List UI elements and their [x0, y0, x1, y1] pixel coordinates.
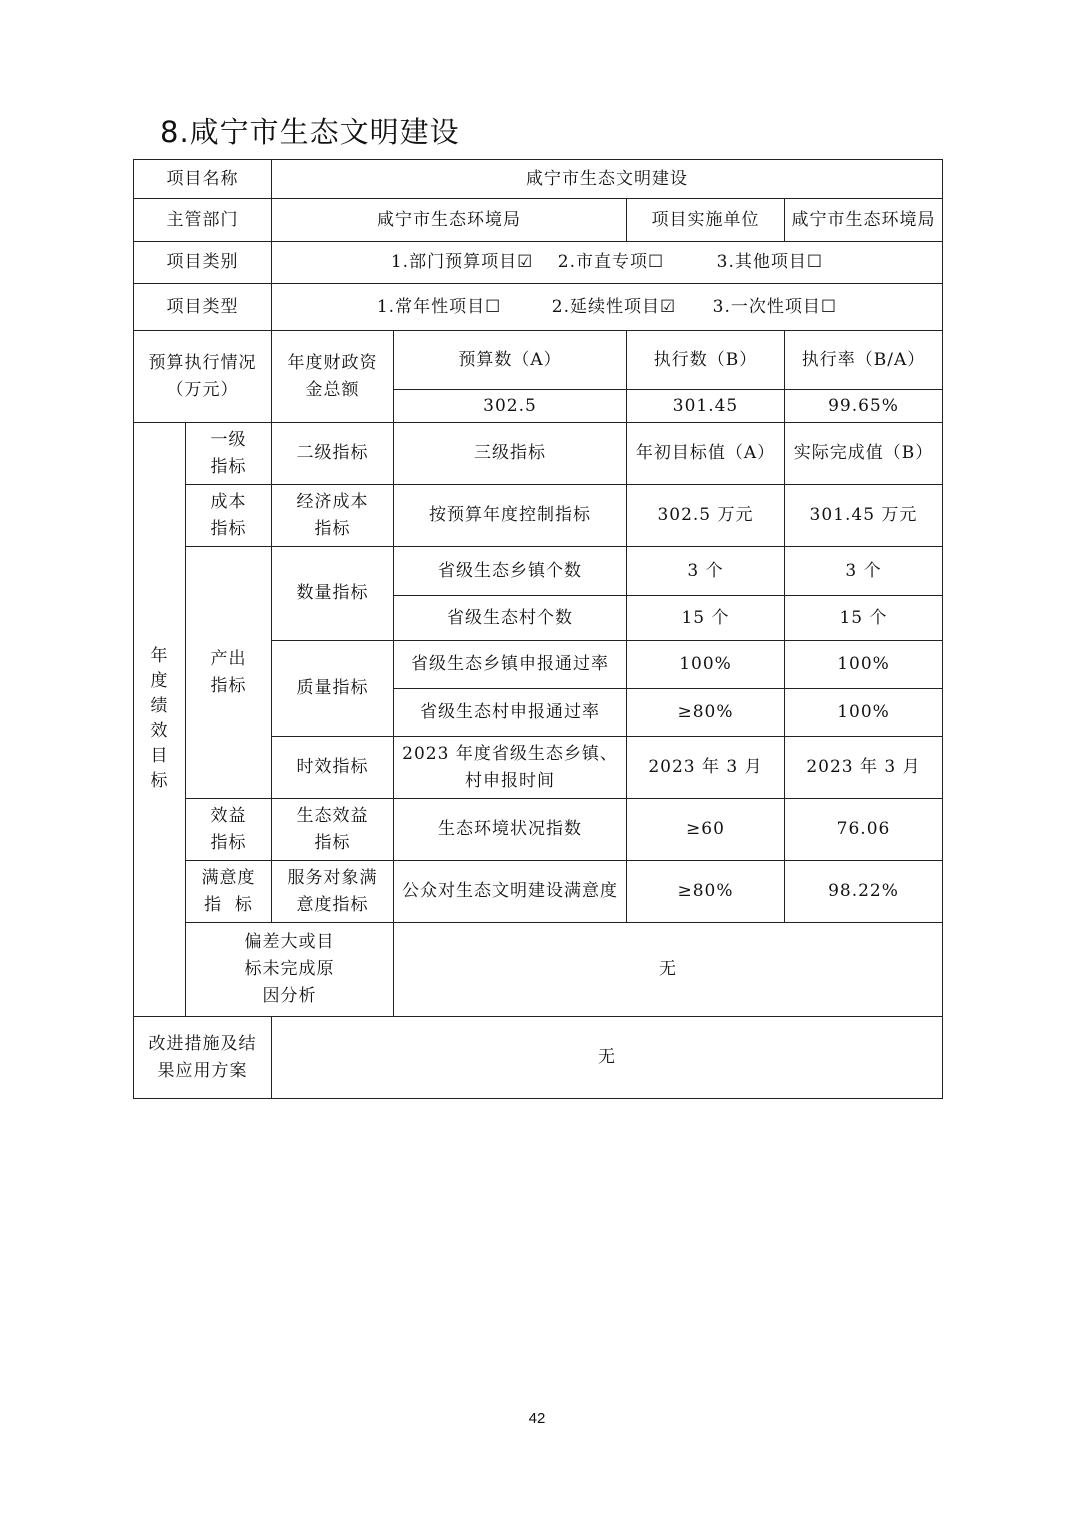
- benefit-level3: 生态环境状况指数: [394, 799, 627, 861]
- dept-label: 主管部门: [134, 199, 272, 242]
- category-option: [558, 249, 664, 276]
- table-row: [134, 423, 943, 485]
- q1-actual: 3 个: [785, 547, 943, 596]
- option-text: 3.一次性项目: [712, 296, 821, 317]
- checkbox-empty-icon: ☐: [806, 252, 824, 272]
- t1-actual: 2023 年 3 月: [785, 737, 943, 799]
- table-row: [134, 331, 943, 390]
- project-name-value: 咸宁市生态文明建设: [272, 160, 943, 199]
- q2-actual: 15 个: [785, 596, 943, 641]
- satisfaction-level2-text: 服务对象满意度指标: [287, 867, 378, 915]
- budget-val-b: 301.45: [627, 390, 785, 423]
- quality-label: 质量指标: [272, 641, 394, 737]
- option-text: 1.常年性项目: [376, 296, 486, 317]
- type-option: [713, 294, 837, 321]
- impl-value: 咸宁市生态环境局: [785, 199, 943, 242]
- type-label: 项目类型: [134, 284, 272, 331]
- ql1-target: 100%: [627, 641, 785, 689]
- q1-target: 3 个: [627, 547, 785, 596]
- satisfaction-target: ≥80%: [627, 861, 785, 923]
- benefit-level1: [186, 799, 272, 861]
- header-target: 年初目标值（A）: [627, 423, 785, 485]
- page-number: 42: [528, 1410, 546, 1427]
- table-row: [134, 242, 943, 284]
- quantity-label: 数量指标: [272, 547, 394, 641]
- type-options: [272, 284, 943, 331]
- improvement-label: [134, 1017, 272, 1099]
- time-label: 时效指标: [272, 737, 394, 799]
- satisfaction-level3-text: 公众对生态文明建设满意度: [402, 881, 618, 901]
- ql1-name: 省级生态乡镇申报通过率: [394, 641, 627, 689]
- table-row: [134, 861, 943, 923]
- ql1-actual: 100%: [785, 641, 943, 689]
- satisfaction-level1-text: 满意度指 标: [201, 867, 256, 915]
- header-level1: [186, 423, 272, 485]
- satisfaction-actual: 98.22%: [785, 861, 943, 923]
- benefit-level2: [272, 799, 394, 861]
- satisfaction-level3: [394, 861, 627, 923]
- t1-name-text: 2023 年度省级生态乡镇、村申报时间: [402, 743, 618, 791]
- budget-val-a: 302.5: [394, 390, 627, 423]
- benefit-target: ≥60: [627, 799, 785, 861]
- checkbox-checked-icon: ☑: [517, 252, 534, 272]
- output-level1-text: 产出指标: [210, 648, 247, 696]
- ql2-name: 省级生态村申报通过率: [394, 689, 627, 737]
- project-name-label: 项目名称: [134, 160, 272, 199]
- checkbox-empty-icon: ☐: [647, 252, 665, 272]
- type-option: [552, 294, 676, 321]
- performance-section-text: 年度绩效目标: [150, 646, 169, 791]
- cost-level2: [272, 485, 394, 547]
- t1-name: [394, 737, 627, 799]
- checkbox-checked-icon: ☑: [659, 296, 677, 317]
- improvement-value: 无: [272, 1017, 943, 1099]
- performance-table: [133, 159, 943, 1099]
- budget-label: [134, 331, 272, 423]
- table-row: [134, 1017, 943, 1099]
- cost-level3: 按预算年度控制指标: [394, 485, 627, 547]
- dept-value: [272, 199, 627, 242]
- header-level1-text: 一级指标: [210, 429, 247, 477]
- dept-value-text: 咸宁市生态环境局: [377, 209, 521, 230]
- budget-val-rate: 99.65%: [785, 390, 943, 423]
- ql2-actual: 100%: [785, 689, 943, 737]
- performance-section-label: [134, 423, 186, 1017]
- deviation-label-text: 偏差大或目标未完成原因分析: [244, 932, 335, 1006]
- q2-name: 省级生态村个数: [394, 596, 627, 641]
- budget-col-rate: 执行率（B/A）: [785, 331, 943, 390]
- benefit-level1-text: 效益指标: [210, 805, 247, 853]
- checkbox-empty-icon: ☐: [820, 296, 838, 317]
- category-label: 项目类别: [134, 242, 272, 284]
- category-option: [391, 249, 533, 276]
- satisfaction-level2: [272, 861, 394, 923]
- benefit-level2-text: 生态效益指标: [296, 805, 369, 853]
- deviation-label: [186, 923, 394, 1017]
- table-row: [134, 547, 943, 596]
- cost-level1: [186, 485, 272, 547]
- table-row: [134, 160, 943, 199]
- q2-target: 15 个: [627, 596, 785, 641]
- ql2-target: ≥80%: [627, 689, 785, 737]
- benefit-actual: 76.06: [785, 799, 943, 861]
- table-row: [134, 284, 943, 331]
- table-row: [134, 199, 943, 242]
- page-title: 8.咸宁市生态文明建设: [160, 115, 460, 149]
- header-actual: 实际完成值（B）: [785, 423, 943, 485]
- category-option: [717, 249, 823, 276]
- type-option: [377, 294, 501, 321]
- improvement-label-text: 改进措施及结果应用方案: [148, 1033, 257, 1081]
- table-row: [134, 485, 943, 547]
- t1-target: 2023 年 3 月: [627, 737, 785, 799]
- output-level1: [186, 547, 272, 799]
- deviation-value: 无: [394, 923, 943, 1017]
- checkbox-empty-icon: ☐: [485, 296, 502, 317]
- table-row: [134, 923, 943, 1017]
- option-text: 1.部门预算项目: [390, 252, 518, 272]
- header-level3: 三级指标: [394, 423, 627, 485]
- budget-total-label: [272, 331, 394, 423]
- q1-name: 省级生态乡镇个数: [394, 547, 627, 596]
- budget-col-b: 执行数（B）: [627, 331, 785, 390]
- cost-actual: 301.45 万元: [785, 485, 943, 547]
- cost-level2-text: 经济成本指标: [296, 491, 369, 539]
- option-text: 2.市直专项: [557, 252, 648, 272]
- category-options: [272, 242, 943, 284]
- impl-label: 项目实施单位: [627, 199, 785, 242]
- budget-col-a: 预算数（A）: [394, 331, 627, 390]
- cost-target: 302.5 万元: [627, 485, 785, 547]
- satisfaction-level1: [186, 861, 272, 923]
- table-row: [134, 799, 943, 861]
- option-text: 2.延续性项目: [551, 296, 660, 317]
- option-text: 3.其他项目: [716, 252, 807, 272]
- budget-label-text: 预算执行情况（万元）: [148, 352, 257, 400]
- cost-level1-text: 成本指标: [210, 491, 247, 539]
- header-level2: 二级指标: [272, 423, 394, 485]
- budget-total-text: 年度财政资金总额: [287, 352, 378, 400]
